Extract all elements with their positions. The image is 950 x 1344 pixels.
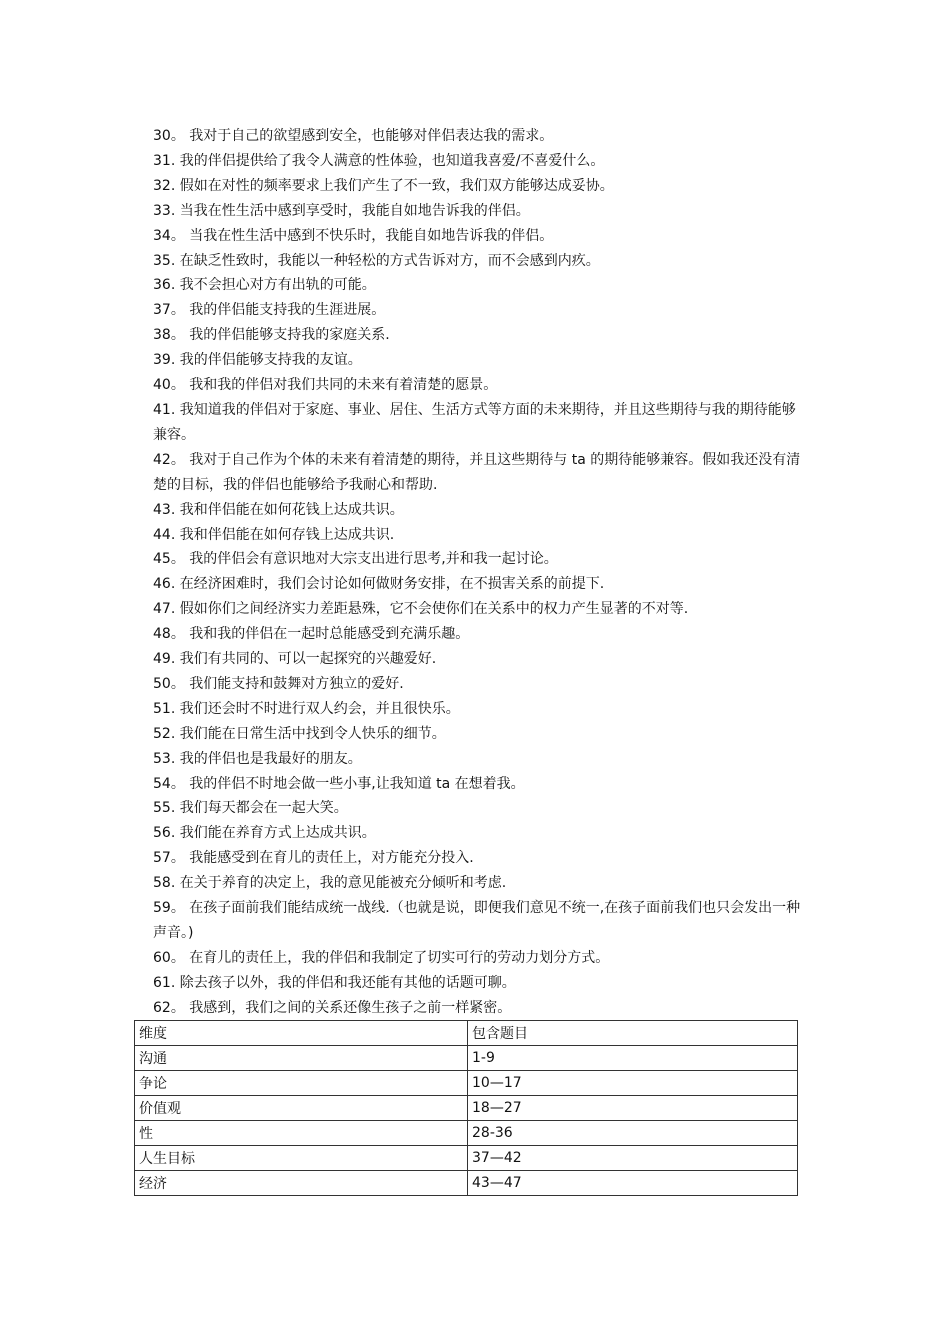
list-item: 62。 我感到，我们之间的关系还像生孩子之前一样紧密。: [153, 999, 512, 1016]
list-item: 35. 在缺乏性致时，我能以一种轻松的方式告诉对方，而不会感到内疚。: [153, 252, 600, 269]
table-cell: 10—17: [468, 1071, 798, 1096]
table-cell: 37—42: [468, 1146, 798, 1171]
list-item: 52. 我们能在日常生活中找到令人快乐的细节。: [153, 725, 446, 742]
table-cell: 维度: [135, 1021, 468, 1046]
table-cell: 性: [135, 1121, 468, 1146]
table-cell: 43—47: [468, 1171, 798, 1196]
table-row: [135, 1096, 798, 1121]
list-item: 57。 我能感受到在育儿的责任上，对方能充分投入.: [153, 850, 474, 867]
list-item: 49. 我们有共同的、可以一起探究的兴趣爱好.: [153, 651, 437, 668]
table-cell: 争论: [135, 1071, 468, 1096]
list-item: 38。 我的伴侣能够支持我的家庭关系.: [153, 327, 390, 344]
table-cell: 包含题目: [468, 1021, 798, 1046]
list-item: 46. 在经济困难时，我们会讨论如何做财务安排，在不损害关系的前提下.: [153, 576, 605, 593]
table-cell: 价值观: [135, 1096, 468, 1121]
list-item: 48。 我和我的伴侣在一起时总能感受到充满乐趣。: [153, 626, 470, 643]
list-item: 60。 在育儿的责任上，我的伴侣和我制定了切实可行的劳动力划分方式。: [153, 949, 610, 966]
list-item: 36. 我不会担心对方有出轨的可能。: [153, 277, 376, 294]
list-item: 30。 我对于自己的欲望感到安全，也能够对伴侣表达我的需求。: [153, 128, 554, 144]
table-cell: 人生目标: [135, 1146, 468, 1171]
dimension-table: [134, 1020, 798, 1196]
list-item: 33. 当我在性生活中感到享受时，我能自如地告诉我的伴侣。: [153, 202, 530, 219]
table-row: [135, 1071, 798, 1096]
list-item: 32. 假如在对性的频率要求上我们产生了不一致，我们双方能够达成妥协。: [153, 177, 614, 194]
list-item: 56. 我们能在养育方式上达成共识。: [153, 825, 376, 842]
list-item: 53. 我的伴侣也是我最好的朋友。: [153, 750, 362, 767]
list-item: 59。 在孩子面前我们能结成统一战线.（也就是说，即便我们意见不统一,在孩子面前我们也只会发出一种声音。): [153, 900, 801, 941]
table-row: [135, 1021, 798, 1046]
list-item: 40。 我和我的伴侣对我们共同的未来有着清楚的愿景。: [153, 377, 498, 394]
table-row: [135, 1171, 798, 1196]
table-cell: 经济: [135, 1171, 468, 1196]
list-item: 39. 我的伴侣能够支持我的友谊。: [153, 352, 362, 369]
list-item: 34。 当我在性生活中感到不快乐时，我能自如地告诉我的伴侣。: [153, 227, 554, 244]
list-item: 43. 我和伴侣能在如何花钱上达成共识。: [153, 501, 404, 518]
list-item: 58. 在关于养育的决定上，我的意见能被充分倾听和考虑.: [153, 875, 507, 892]
list-item: 50。 我们能支持和鼓舞对方独立的爱好.: [153, 675, 404, 692]
table-row: [135, 1121, 798, 1146]
table-row: [135, 1146, 798, 1171]
list-item: 61. 除去孩子以外，我的伴侣和我还能有其他的话题可聊。: [153, 974, 516, 991]
list-item: 51. 我们还会时不时进行双人约会，并且很快乐。: [153, 700, 460, 717]
list-item: 45。 我的伴侣会有意识地对大宗支出进行思考,并和我一起讨论。: [153, 551, 558, 568]
table-cell: 沟通: [135, 1046, 468, 1071]
list-item: 44. 我和伴侣能在如何存钱上达成共识.: [153, 526, 395, 543]
list-item: 42。 我对于自己作为个体的未来有着清楚的期待，并且这些期待与 ta 的期待能够兼容。假如我还没有清楚的目标，我的伴侣也能够给予我耐心和帮助.: [153, 451, 801, 493]
table-cell: 28-36: [468, 1121, 798, 1146]
list-item: 31. 我的伴侣提供给了我令人满意的性体验，也知道我喜爱/不喜爱什么。: [153, 152, 605, 169]
table-cell: 1-9: [468, 1046, 798, 1071]
question-list: [153, 124, 803, 1021]
table-row: [135, 1046, 798, 1071]
list-item: 55. 我们每天都会在一起大笑。: [153, 800, 348, 817]
list-item: 54。 我的伴侣不时地会做一些小事,让我知道 ta 在想着我。: [153, 775, 525, 792]
list-item: 41. 我知道我的伴侣对于家庭、事业、居住、生活方式等方面的未来期待，并且这些期待与我的期待能够兼容。: [153, 401, 796, 443]
list-item: 37。 我的伴侣能支持我的生涯进展。: [153, 302, 386, 319]
list-item: 47. 假如你们之间经济实力差距悬殊，它不会使你们在关系中的权力产生显著的不对等.: [153, 601, 689, 618]
table-cell: 18—27: [468, 1096, 798, 1121]
